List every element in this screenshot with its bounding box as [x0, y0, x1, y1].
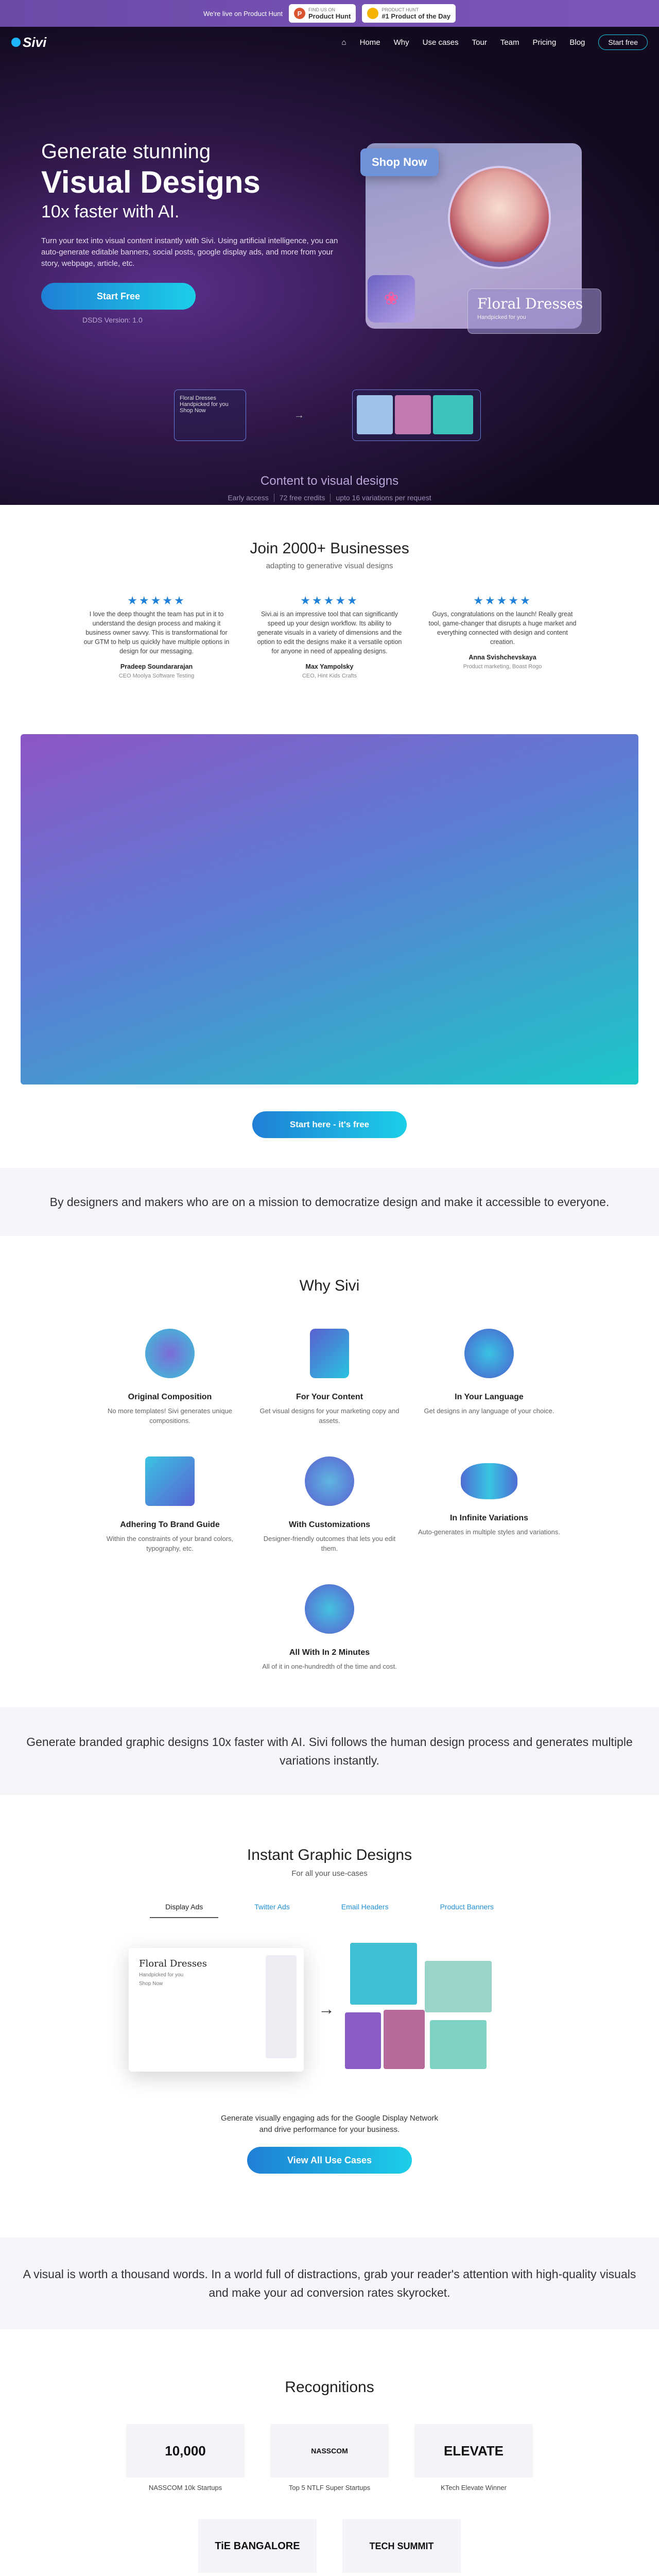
- hero-line-1: Generate stunning: [41, 140, 211, 163]
- design-thumb: [433, 395, 473, 434]
- meta-variations: upto 16 variations per request: [330, 494, 436, 502]
- recognition-item: [198, 2519, 317, 2576]
- hero-portrait-image: [448, 166, 551, 269]
- view-use-cases-button[interactable]: View All Use Cases: [247, 2147, 412, 2174]
- live-text: We're live on Product Hunt: [203, 9, 283, 18]
- logo[interactable]: [11, 35, 46, 50]
- product-hunt-bar: [0, 0, 659, 27]
- instant-designs-section: [0, 1795, 659, 2174]
- recognitions-row: [0, 2519, 659, 2576]
- recognitions-title: Recognitions: [285, 2379, 374, 2396]
- testimonial-name: Pradeep Soundararajan: [120, 663, 193, 670]
- hero-line-3: 10x faster with AI.: [41, 202, 180, 222]
- logo-text: Sivi: [23, 34, 47, 50]
- nav-link-home[interactable]: Home: [359, 38, 380, 47]
- meta-free-credits: 72 free credits: [274, 494, 331, 502]
- meta-early-access: Early access: [228, 494, 269, 502]
- design-thumb: [357, 395, 393, 434]
- testimonial-text: Sivi.ai is an impressive tool that can significantly speed up your design workflow. Its ability to generate visuals in a variety of dimensions and the option to edit the designs make it a versatile option for anyone in need of appealing designs.: [257, 611, 402, 655]
- testimonial-name: Anna Svishchevskaya: [469, 654, 536, 661]
- businesses-section: [0, 505, 659, 681]
- why-item: [255, 1456, 404, 1553]
- demo-video[interactable]: [21, 734, 638, 1084]
- testimonial-card: [82, 596, 231, 681]
- instant-subtitle: For all your use-cases: [291, 1869, 368, 1878]
- rating-stars-icon: ★★★★★: [127, 594, 186, 607]
- why-item-title: With Customizations: [288, 1520, 371, 1529]
- gear-icon: [305, 1456, 354, 1506]
- cta-row: [0, 1111, 659, 1138]
- recognition-item: [126, 2424, 245, 2492]
- hero-meta: [0, 494, 659, 502]
- why-item-title: For Your Content: [296, 1393, 363, 1401]
- why-item: [95, 1329, 245, 1426]
- lotus-icon: ❀: [368, 275, 415, 323]
- hero-version: DSDS Version: 1.0: [82, 316, 143, 324]
- badge-big-text: Product Hunt: [308, 12, 351, 20]
- caption-line-2: and drive performance for your business.: [259, 2125, 400, 2134]
- businesses-title: Join 2000+ Businesses: [250, 540, 409, 557]
- value-statement: Generate branded graphic designs 10x faster with AI. Sivi follows the human design process and generates multiple variations instantly.: [0, 1707, 659, 1795]
- composition-icon: [145, 1329, 195, 1378]
- nav-link-team[interactable]: Team: [500, 38, 519, 47]
- main-nav: [0, 27, 659, 58]
- hero-subheading: Content to visual designs: [260, 474, 399, 488]
- why-item-desc: Within the constraints of your brand colors, typography, etc.: [106, 1535, 234, 1552]
- testimonial-role: Product marketing, Boast Rogo: [463, 664, 542, 670]
- shop-now-sample: Shop Now: [360, 148, 439, 176]
- arrow-icon: →: [318, 1999, 335, 2018]
- testimonial-text: I love the deep thought the team has put in it to understand the design process and making it business owner savvy. This is transformational for our GTM to help us quickly have multiple options in design for our messaging.: [83, 611, 230, 655]
- elevate-logo: ELEVATE: [414, 2424, 533, 2478]
- testimonial-card: [428, 596, 577, 681]
- nav-start-free-button[interactable]: Start free: [598, 35, 648, 50]
- ad-sample: [430, 2020, 487, 2069]
- hero-start-free-button[interactable]: Start Free: [41, 283, 196, 310]
- product-of-day-badge[interactable]: [362, 4, 456, 23]
- visual-statement: A visual is worth a thousand words. In a world full of distractions, grab your reader's attention with high-quality visuals and make your ad conversion rates skyrocket.: [0, 2238, 659, 2329]
- floral-subtitle: Handpicked for you: [477, 314, 526, 320]
- mock-subtitle: Handpicked for you: [139, 1972, 184, 1978]
- content-icon: [310, 1329, 349, 1378]
- nav-link-why[interactable]: Why: [393, 38, 409, 47]
- why-item-title: In Infinite Variations: [449, 1514, 529, 1522]
- badge-small-text: FIND US ON: [308, 7, 336, 12]
- why-item-title: Original Composition: [128, 1393, 212, 1401]
- ad-sample: [345, 2012, 381, 2069]
- why-sivi-section: [0, 1236, 659, 1671]
- floral-title: Floral Dresses: [477, 295, 583, 312]
- nav-link-pricing[interactable]: Pricing: [532, 38, 557, 47]
- rating-stars-icon: ★★★★★: [300, 594, 359, 607]
- design-thumb: [395, 395, 431, 434]
- instant-visual: [129, 1943, 530, 2097]
- globe-icon: [464, 1329, 514, 1378]
- hero-paragraph: Turn your text into visual content instantly with Sivi. Using artificial intelligence, you can auto-generate editable banners, social posts, google display ads, and more from your story, webpage, article, etc.: [41, 236, 338, 268]
- instant-title: Instant Graphic Designs: [247, 1846, 412, 1863]
- why-item-desc: Designer-friendly outcomes that lets you edit them.: [263, 1535, 396, 1552]
- why-item-desc: No more templates! Sivi generates unique compositions.: [107, 1407, 233, 1425]
- rating-stars-icon: ★★★★★: [473, 594, 532, 607]
- editor-mockup: [129, 1948, 304, 2072]
- mission-statement: By designers and makers who are on a mission to democratize design and make it accessible to everyone.: [0, 1168, 659, 1236]
- nasscom-10k-logo: 10,000: [126, 2424, 245, 2478]
- recognitions-row: [0, 2424, 659, 2492]
- tab-product-banners[interactable]: Product Banners: [440, 1903, 494, 1911]
- recognition-item: [414, 2424, 533, 2492]
- why-item: [95, 1456, 245, 1553]
- product-hunt-icon: P: [294, 8, 305, 19]
- recognition-item: [270, 2424, 389, 2492]
- floral-dresses-card: [467, 289, 601, 334]
- tie-bangalore-logo: TiE BANGALORE: [198, 2519, 317, 2573]
- mock-button: Shop Now: [139, 1981, 163, 1987]
- testimonial-card: [255, 596, 404, 681]
- why-item-title: In Your Language: [455, 1393, 524, 1401]
- recognition-caption: Top 5 NTLF Super Startups: [288, 2484, 371, 2492]
- recognitions-section: [0, 2329, 659, 2576]
- recognition-caption: NASSCOM 10k Startups: [148, 2484, 222, 2492]
- why-item: [255, 1584, 404, 1671]
- testimonial-role: CEO Moolya Software Testing: [118, 673, 195, 679]
- testimonials: [0, 596, 659, 681]
- ad-sample: [384, 2010, 425, 2069]
- ad-sample: [350, 1943, 417, 2005]
- product-hunt-badge[interactable]: [289, 4, 356, 23]
- logo-icon: [11, 38, 21, 47]
- hero-copy: [41, 140, 345, 324]
- content-to-design-flow: [174, 383, 481, 447]
- tab-twitter-ads[interactable]: Twitter Ads: [254, 1903, 290, 1911]
- arrow-icon: →: [294, 409, 304, 421]
- badge2-big-text: #1 Product of the Day: [381, 12, 450, 20]
- nav-links: [342, 35, 648, 50]
- flow-input-text: Floral Dresses Handpicked for you Shop Now: [180, 395, 229, 414]
- infinity-icon: [461, 1463, 517, 1499]
- start-here-button[interactable]: Start here - it's free: [252, 1111, 407, 1138]
- testimonial-text: Guys, congratulations on the launch! Really great tool, game-changer that disrupts a huge market and everything connected with design and content creation.: [428, 611, 577, 646]
- testimonial-role: CEO, Hint Kids Crafts: [302, 673, 357, 679]
- why-item-desc: Auto-generates in multiple styles and variations.: [418, 1528, 561, 1536]
- clock-icon: [305, 1584, 354, 1634]
- why-item: [414, 1329, 564, 1426]
- use-case-tabs: [0, 1899, 659, 1918]
- tab-display-ads[interactable]: Display Ads: [150, 1899, 218, 1918]
- brand-guide-icon: [145, 1456, 195, 1506]
- businesses-subtitle: adapting to generative visual designs: [266, 562, 393, 570]
- why-title: Why Sivi: [299, 1277, 360, 1294]
- why-item-title: All With In 2 Minutes: [289, 1648, 370, 1657]
- why-item-title: Adhering To Brand Guide: [120, 1520, 220, 1529]
- nav-link-use-cases[interactable]: Use cases: [422, 38, 459, 47]
- badge2-small-text: PRODUCT HUNT: [381, 7, 419, 12]
- why-grid: [0, 1329, 659, 1671]
- why-item: [255, 1329, 404, 1426]
- tab-email-headers[interactable]: Email Headers: [341, 1903, 389, 1911]
- recognition-caption: KTech Elevate Winner: [441, 2484, 507, 2492]
- flow-input-box: [174, 389, 246, 441]
- mock-title: Floral Dresses: [139, 1958, 207, 1969]
- nav-link-blog[interactable]: Blog: [569, 38, 585, 47]
- hero-section: [0, 27, 659, 505]
- caption-line-1: Generate visually engaging ads for the Google Display Network: [221, 2114, 438, 2123]
- tech-summit-logo: TECH SUMMIT: [342, 2519, 461, 2573]
- recognition-item: [342, 2519, 461, 2576]
- medal-icon: [367, 8, 378, 19]
- flow-output-box: [352, 389, 481, 441]
- ad-sample: [425, 1961, 492, 2012]
- mock-sidebar: [266, 1955, 297, 2058]
- why-item-desc: Get visual designs for your marketing copy and assets.: [259, 1407, 400, 1425]
- instant-caption: [0, 2113, 659, 2136]
- why-item-desc: All of it in one-hundredth of the time and cost.: [262, 1663, 397, 1670]
- hero-headline: Visual Designs: [41, 165, 261, 199]
- why-item: [414, 1456, 564, 1553]
- home-icon[interactable]: ⌂: [341, 38, 346, 47]
- nasscom-ntlf-logo: NASSCOM: [270, 2424, 389, 2478]
- why-item-desc: Get designs in any language of your choice.: [424, 1407, 554, 1415]
- testimonial-name: Max Yampolsky: [305, 663, 354, 670]
- nav-link-tour[interactable]: Tour: [472, 38, 487, 47]
